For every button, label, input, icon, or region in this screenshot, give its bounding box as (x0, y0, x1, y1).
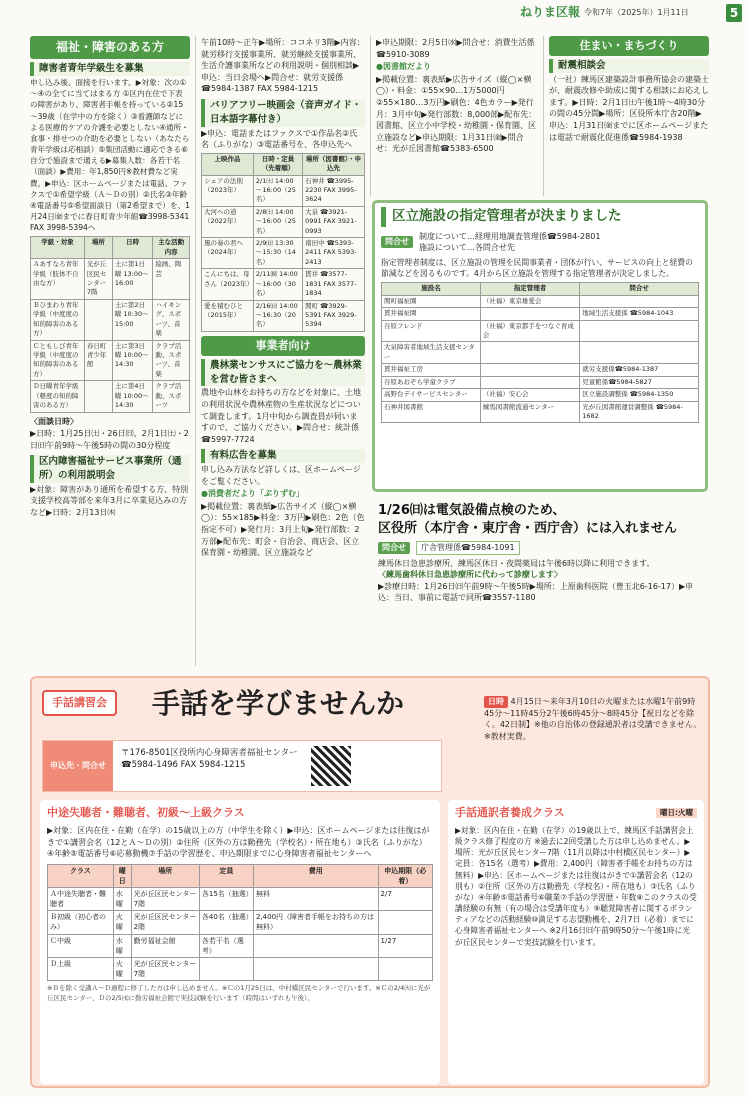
cell: 光が丘区民センター7階 (84, 259, 112, 300)
cell: 春日町青少年館 (84, 340, 112, 381)
cell: 地域生活支援係 ☎5984-1043 (580, 308, 699, 320)
consumer-news-text: ▶掲載位置：裏表紙▶広告サイズ（縦◯×横◯）：55×185▶料金：3万円▶刷色：2色（色指定不可）▶発行月：3月上旬▶発行部数：2万部▶配布先：町会・自治会、商店会、区立保育園・幼稚園、区立施設など (201, 501, 365, 558)
cell (480, 308, 579, 320)
schedule-tag: 日時 (484, 696, 508, 708)
cell: 大泉障害者地域生活支援センター (382, 342, 481, 364)
issue-date: 令和7年（2025年）1月11日 (584, 8, 689, 18)
service-briefing-cont: 午前10時～正午▶場所：ココネリ3階▶内容：就労移行支援事業所、就労継続支援事業所、生活介護事業所などの利用説明・個別相談▶申込：当日会場へ▶問合せ：就労支援係☎5984-1387 FAX 5984-1215 (201, 38, 365, 94)
contact-tag: 問合せ (378, 542, 410, 554)
cell: 各15名（抽選） (199, 888, 253, 911)
cell: 大泉 ☎3921-0991 FAX 3921-0993 (303, 206, 365, 237)
sign-tel: ☎5984-1496 FAX 5984-1215 (121, 760, 246, 771)
contact-facility: 施設について…各問合せ先 (419, 243, 515, 253)
cell: 光が丘区民センター7階 (131, 957, 199, 980)
cell: 光が丘図書館運営調整係 ☎5984-1682 (580, 401, 699, 423)
table-row (31, 259, 190, 300)
sign-address: 〒176-8501区役所内心身障害者福祉センター (121, 748, 298, 758)
cell: 火曜 (113, 911, 131, 934)
designated-manager-text: 指定管理者制度は、区立施設の管理を民間事業者・団体が行い、サービスの向上と経費の節減などを図るものです。4月から区立施設を管理する指定管理者が決定しました。 (381, 257, 693, 279)
heading-barrierfree-movie: バリアフリー映画会（音声ガイド・日本語字幕付き） (201, 99, 365, 127)
table-row (382, 376, 699, 388)
cell: 就労支援係☎5984-1387 (580, 364, 699, 376)
table-row (382, 401, 699, 423)
th-contact: 問合せ (580, 283, 699, 295)
cell: 2/9㈰ 13:30～15:30（14名） (253, 238, 302, 269)
cell: Ｃともしび青年学級（中度度の知的障害のある方） (31, 340, 85, 381)
table-row (48, 957, 433, 980)
table-row (202, 300, 365, 331)
library-news-heading: ●図書館だより (376, 62, 431, 72)
sign-badge: 手話講習会 (42, 690, 117, 716)
table-row (382, 308, 699, 320)
table-row (202, 206, 365, 237)
sign-apply-address (113, 741, 306, 791)
sign-basic-heading: 中途失聴者・難聴者、初級～上級クラス (47, 806, 245, 819)
service-briefing-text: ▶対象：障害があり通所を希望する方、特別支援学校高等部を来年3月に卒業見込みの方など▶日時：2月13日㈭ (30, 484, 189, 518)
table-row (48, 911, 433, 934)
th-capacity: 定員 (199, 864, 253, 887)
electric-sub: 〈練馬歯科休日急患診療所に代わって診療します〉 (378, 570, 562, 580)
electric-body: 練馬休日急患診療所、練馬区休日・夜間薬局は午後6時以降に利用できます。 (378, 558, 655, 568)
cell: 2/1㈯ 14:00～16:00（25名） (253, 175, 302, 206)
cell: クラブ活動、スポーツ (153, 381, 190, 412)
column-divider (370, 36, 371, 196)
th-library: 場所（図書館）・申込先 (303, 153, 365, 175)
th-activity: 主な活動内容 (153, 237, 190, 259)
cell: （社福）東京都手をつなぐ育成会 (480, 320, 579, 342)
cell: 2/16㈰ 14:00～16:30（20名） (253, 300, 302, 331)
cell: 2/11㈷ 14:00～16:00（30名） (253, 269, 302, 300)
cell: 各若干名（選考） (199, 934, 253, 957)
cell: 勤労福祉会館 (131, 934, 199, 957)
table-row (382, 295, 699, 307)
table-row (48, 934, 433, 957)
cell: クラブ活動、スポーツ、音楽 (153, 340, 190, 381)
cell: 各40名（抽選） (199, 911, 253, 934)
th-manager: 指定管理者 (480, 283, 579, 295)
cell: 高野台デイサービスセンター (382, 389, 481, 401)
cell: 児童館係☎5984-5827 (580, 376, 699, 388)
library-news-text: ▶掲載位置：裏表紙▶広告サイズ（縦◯×横◯）・料金：①55×90…1万5000円②55×180…3万円▶刷色：4色カラー▶発行月：3月中旬▶発行部数：8,000部▶配布先：図書館、区立小中学校・幼稚園・保育園、区立施設など▶申込期限：1月31日㈮▶問合せ：光が丘図書館☎5383-6500 (376, 74, 537, 154)
table-row (202, 238, 365, 269)
census-text: 農地や山林をお持ちの方などを対象に、土地の利用状況や農林産物の生産状況などについて調査します。1月中旬から調査員が伺いますので、ご協力ください。▶問合せ：統計係☎5997-7724 (201, 388, 361, 444)
th-facility: 施設名 (382, 283, 481, 295)
sign-interpreter-text: ▶対象：区内在住・在勤（在学）の19歳以上で、練馬区手話講習会上級クラス修了程度の方 ※過去に2回受講した方は申し込めません。▶場所：光が丘区民センター7階（11月以降は中村橋区民センター）▶定員：各15名（選考）▶費用：2,400円（障害者手帳をお持ちの方は無料）▶申込：区ホームページまたは往復はがきで①講習会名（12の別も）②住所（区外の方は勤務先（学校名）・所在地も）③氏名（ふりがな）④年齢⑤電話番号⑥職業⑦手話の学習歴・年数⑧このクラスの受講経験の有無（有の場合は受講年度も）⑨聴覚障害者に関するボランティアなどの活動経験⑩満足する志望動機を、2月7日（必着）までに心身障害者福祉センターへ ※2月16日㈰午前9時50分～午後1時に光が丘区民センターで実技試験を行います。 (455, 825, 697, 947)
cell: 貫井福祉工房 (382, 364, 481, 376)
cell: （社福）安心会 (480, 389, 579, 401)
electric-detail: ▶診療日時：1月26日㈰午前9時～午後5時▶場所：上原歯科医院（豊玉北6-16-17）▶申込：当日、事前に電話で同所☎3557-1180 (378, 581, 694, 603)
cell: 1/27 (378, 934, 432, 957)
cell: 土に第3日曜 10:00～14:30 (112, 340, 153, 381)
cell (480, 364, 579, 376)
contact-tag: 問合せ (381, 236, 413, 248)
designated-manager-box (372, 200, 708, 492)
sign-apply-tag: 申込先・問合せ (43, 741, 113, 791)
cell (84, 299, 112, 340)
sign-class-notes: ※Ｂを除く受講Ａ～Ｄ過程に修了した方は申し込めません。※Ｃの1月25日は、中村橋区民センターで行います。※Ｃの2/4㈫に光が丘区民センター、Ｄの2/5㈬に勤労福祉会館で実技試験を行います（時間はいずれも午後）。 (47, 984, 431, 1002)
sign-basic-text: ▶対象：区内在住・在勤（在学）の15歳以上の方（中学生を除く）▶申込：区ホームページまたは往復はがきで①講習会名（12とＡ～Ｄの別）②住所（区外の方は勤務先（学校名）・所在地も）③氏名（ふりがな）④年齢⑤電話番号⑥応募動機⑦手話の学習歴を、申込期限までに心身障害者福祉センターへ (47, 825, 430, 859)
th-place: 場所 (84, 237, 112, 259)
movie-table (201, 153, 365, 332)
cell: Ｄ日曜青年学級（軽度の知的障害のある方） (31, 381, 85, 412)
heading-census: 農林業センサスにご協力を～農林業を営む皆さまへ (201, 359, 365, 387)
cell: 石神井図書館 (382, 401, 481, 423)
sign-schedule (484, 696, 704, 786)
cell: 2/8㈯ 14:00～16:00（25名） (253, 206, 302, 237)
cell (378, 911, 432, 934)
cell: 光が丘区民センター2階 (131, 911, 199, 934)
column-housing (549, 36, 709, 196)
page-number: 5 (726, 4, 742, 22)
th-class: 学級・対象 (31, 237, 85, 259)
paid-ads-text: 申し込み方法など詳しくは、区ホームページをご覧ください。 (201, 465, 361, 486)
section-business: 事業者向け (201, 336, 365, 356)
newsletter-logo: ねりま区報 (520, 5, 581, 20)
table-row (202, 269, 365, 300)
cell: Ｂ初級（初心者のみ） (48, 911, 114, 934)
cell: 関町福祉園 (382, 295, 481, 307)
heading-quake-consult: 耐震相談会 (549, 59, 709, 73)
table-row (48, 888, 433, 911)
section-housing: 住まい・まちづくり (549, 36, 709, 56)
column-events (201, 36, 365, 666)
cell: 水曜 (113, 888, 131, 911)
sign-language-section (30, 676, 710, 1088)
cell: 2/7 (378, 888, 432, 911)
heading-youth-class: 障害者青年学級生を募集 (30, 62, 190, 76)
cell: 土に第1日曜 13:00～16:00 (112, 259, 153, 300)
cell (199, 957, 253, 980)
cell: Ａあすなろ青年学級（肢体不自由な方） (31, 259, 85, 300)
th-deadline: 申込期限（必着） (378, 864, 432, 887)
cell (480, 342, 579, 364)
electric-contact-number: 庁舎管理係☎5984-1091 (416, 541, 520, 555)
cell: 光が丘区民センター7階 (131, 888, 199, 911)
cell (580, 295, 699, 307)
th-datetime: 日時・定員（先着順） (253, 153, 302, 175)
th-film: 上映作品 (202, 153, 254, 175)
cell: 絵画、陶芸 (153, 259, 190, 300)
th-day: 曜日 (113, 864, 131, 887)
consumer-news-heading: ●消費者だより「ぷりずむ」 (201, 489, 304, 499)
cell: こんにちは、母さん（2023年） (202, 269, 254, 300)
electric-title-line2: 区役所（本庁舎・東庁舎・西庁舎）には入れません (378, 520, 678, 536)
heading-paid-ads: 有料広告を募集 (201, 449, 365, 463)
th-class: クラス (48, 864, 114, 887)
cell: 練馬図書館流通センター (480, 401, 579, 423)
table-row (382, 342, 699, 364)
sign-interpreter-heading: 手話通訳者養成クラス (455, 806, 565, 819)
sign-title: 手話を学びませんか (152, 687, 405, 720)
sign-basic-classes (40, 800, 440, 1084)
table-row (31, 340, 190, 381)
cell: シェアの法則（2023年） (202, 175, 254, 206)
cell: 大河への道（2022年） (202, 206, 254, 237)
cell: 石神井 ☎3995-2230 FAX 3995-3624 (303, 175, 365, 206)
cell: ハイキング、スポーツ、音楽 (153, 299, 190, 340)
cell: 土に第4日曜 10:00～14:30 (112, 381, 153, 412)
youth-class-table (30, 236, 190, 412)
cell (480, 376, 579, 388)
qr-code-icon[interactable] (311, 746, 351, 786)
contact-system: 制度について…経理用地調査管理係☎5984-2801 (419, 231, 601, 241)
designated-manager-contact (381, 231, 699, 254)
table-row (382, 364, 699, 376)
sign-interpreter-day: 曜日:火曜 (656, 808, 697, 819)
schedule-text: 4月15日～来年3月10日の火曜または水曜1午前9時45分～11時45分2午後6時45分～8時45分【祝日などを除く。42日制】※他の自治体の登録通訳者は受講できません。※教材実費。 (484, 697, 702, 741)
th-fee: 費用 (253, 864, 378, 887)
cell (84, 381, 112, 412)
column-welfare (30, 36, 190, 666)
cell: 風の奏の君へ（2024年） (202, 238, 254, 269)
cell: 無料 (253, 888, 378, 911)
cell: Ｃ中級 (48, 934, 114, 957)
th-time: 日時 (112, 237, 153, 259)
sign-interpreter-class (448, 800, 704, 1084)
th-place: 場所 (131, 864, 199, 887)
column-divider (195, 36, 196, 666)
column-divider (543, 36, 544, 196)
quake-consult-text: （一社）練馬区建築設計事務所協会の建築士が、耐震改修や助成に関する相談にお応えします。▶日時：2月1日㈯午後1時～4時30分の間の45分間▶場所：区役所本庁舎20階▶申込：1月31日㈮までに区ホームページまたは電話で耐震化促進係☎5984-1938 (549, 74, 709, 142)
cell: 谷原あおぞら学童クラブ (382, 376, 481, 388)
cell (378, 957, 432, 980)
interview-text: ▶日時：1月25日㈯・26日㈰、2月1日㈯・2日㈰午前9時～午後5時の間の30分程度 (30, 429, 189, 450)
cell: 谷原フレンド (382, 320, 481, 342)
cell: Ｄ上級 (48, 957, 114, 980)
cell: 貫井 ☎3577-1831 FAX 3577-1834 (303, 269, 365, 300)
column-library-ads (376, 36, 538, 196)
cell: 2,400円（障害者手帳をお持ちの方は無料） (253, 911, 378, 934)
electric-title-line1: 1/26㈰は電気設備点検のため、 (378, 503, 566, 518)
cell: 区立施設調整係 ☎5984-1350 (580, 389, 699, 401)
cell (580, 320, 699, 342)
designated-manager-table (381, 282, 699, 423)
cell: 水曜 (113, 934, 131, 957)
electric-inspection-notice (372, 500, 708, 668)
table-row (382, 320, 699, 342)
cell (253, 934, 378, 957)
cell: 土に第2日曜 10:30～15:00 (112, 299, 153, 340)
cell: Ｂひまわり青年学級（中度度の知的障害のある方） (31, 299, 85, 340)
cell: 関町 ☎3929-5391 FAX 3929-5394 (303, 300, 365, 331)
cell: 愛を積むひと（2015年） (202, 300, 254, 331)
heading-service-briefing: 区内障害福祉サービス事業所（通所）の利用説明会 (30, 455, 190, 483)
page-header (520, 4, 742, 22)
table-row (31, 299, 190, 340)
table-row (382, 389, 699, 401)
table-row (31, 381, 190, 412)
table-row (202, 175, 365, 206)
sign-apply-box (42, 740, 442, 792)
cell: （社福）東京雄愛会 (480, 295, 579, 307)
electric-contact (378, 541, 702, 555)
cell (580, 342, 699, 364)
section-welfare: 福祉・障害のある方 (30, 36, 190, 59)
consumer-news-cont: ▶申込期限：2月5日㈬▶問合せ：消費生活係☎5910-3089 (376, 38, 535, 59)
cell: 貫井福祉園 (382, 308, 481, 320)
designated-manager-title: 区立施設の指定管理者が決まりました (381, 207, 699, 227)
youth-class-text: 申し込み後、面接を行います。▶対象：次の①～④の全てに当てはまる方 ①区内在住で下表の障害があり、障害者手帳を持っている②15～39歳（在学中の方を除く）③看護師などによる医療的ケアの介護を必要としない④通所・食事・排せつの介助を必要としない（あなたら青年学級は応相談）⑤集団活動に適応できる⑥自分で施設まで通える▶募集人数：各若干名（面談）▶費用：年1,850円※教材費など実費。▶申込：区ホームページまたは電話、ファクスで①希望学級（Ａ～Ｄの別）②氏名③年齢④電話番号⑤希望面談日（第2希望まで）を、1月24日㈮までに春日町青少年館☎3998-5341 FAX 3998-5394へ (30, 78, 190, 233)
cell: 火曜 (113, 957, 131, 980)
movie-apply-text: ▶申込：電話またはファクスで①作品名②氏名（ふりがな）③電話番号を、各申込先へ (201, 128, 358, 150)
cell: 南田中 ☎5393-2411 FAX 5393-2413 (303, 238, 365, 269)
cell: Ａ中途失聴者・難聴者 (48, 888, 114, 911)
cell (253, 957, 378, 980)
sign-class-table (47, 864, 433, 981)
interview-heading: 〈面談日時〉 (30, 416, 78, 426)
